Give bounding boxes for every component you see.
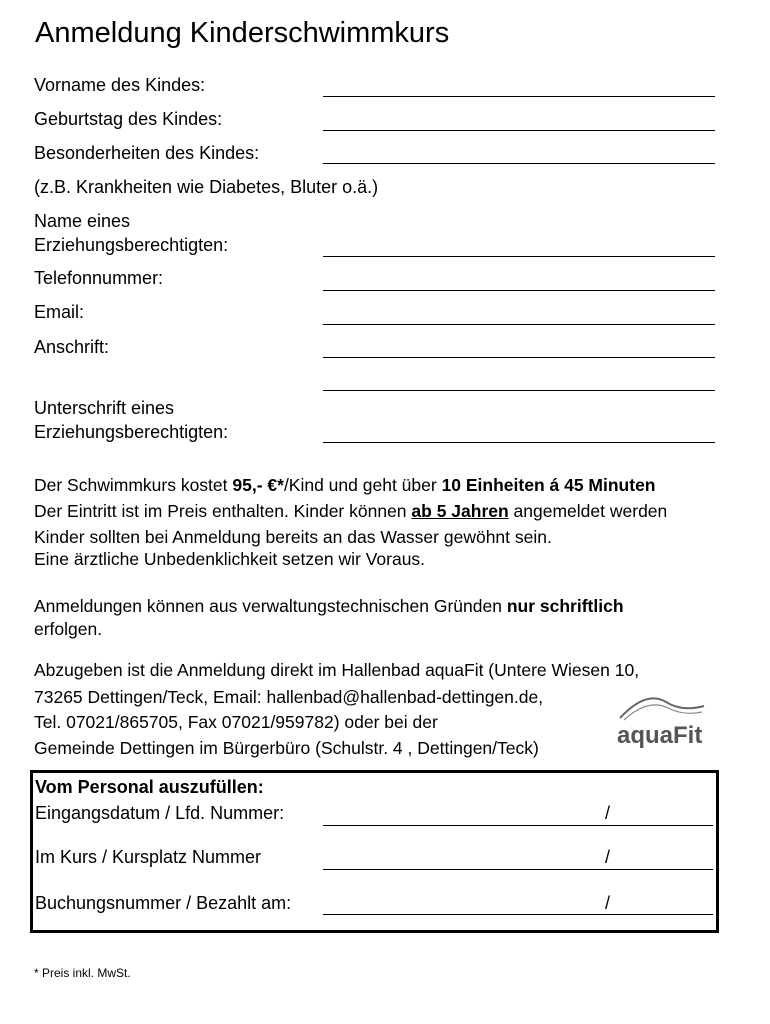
phone-field[interactable] [323,290,715,291]
email-label: Email: [34,302,85,322]
staff-course-label: Im Kurs / Kursplatz Nummer [35,847,262,867]
staff-slash-2: / [605,847,611,867]
address-field-line1[interactable] [323,357,715,358]
signature-field[interactable] [323,442,715,443]
staff-slash-3: / [605,893,611,913]
signature-label-line2: Erziehungsberechtigten: [34,422,229,442]
guardian-name-field[interactable] [323,256,715,257]
submit-info-line3: Tel. 07021/865705, Fax 07021/959782) oder bei der [34,712,438,732]
submit-info-line1: Abzugeben ist die Anmeldung direkt im Hallenbad aquaFit (Untere Wiesen 10, [34,660,640,680]
birthday-field[interactable] [323,130,715,131]
signature-label-line1: Unterschrift eines [34,398,175,418]
first-name-field[interactable] [323,96,715,97]
submit-info-line2: 73265 Dettingen/Teck, Email: hallenbad@hallenbad-dettingen.de, [34,687,544,707]
staff-heading: Vom Personal auszufüllen: [35,777,264,797]
info-price-line: Der Schwimmkurs kostet 95,- €*/Kind und geht über 10 Einheiten á 45 Minuten [34,475,656,495]
info-written-line: Anmeldungen können aus verwaltungstechnischen Gründen nur schriftlich [34,596,624,616]
info-written-line2: erfolgen. [34,619,103,639]
info-water-line: Kinder sollten bei Anmeldung bereits an das Wasser gewöhnt sein. [34,527,552,547]
submit-info-line4: Gemeinde Dettingen im Bürgerbüro (Schulstr. 4 , Dettingen/Teck) [34,738,539,758]
specifics-field[interactable] [323,163,715,164]
aquafit-logo-swoosh-icon [614,688,708,750]
address-field-line2[interactable] [323,390,715,391]
staff-booking-label: Buchungsnummer / Bezahlt am: [35,893,292,913]
phone-label: Telefonnummer: [34,268,164,288]
specifics-hint: (z.B. Krankheiten wie Diabetes, Bluter o.ä.) [34,177,379,197]
email-field[interactable] [323,324,715,325]
info-age-line: Der Eintritt ist im Preis enthalten. Kinder können ab 5 Jahren angemeldet werden [34,501,668,521]
price-footnote: * Preis inkl. MwSt. [34,966,131,980]
staff-section [30,770,719,933]
birthday-label: Geburtstag des Kindes: [34,109,223,129]
aquafit-logo-text: aquaFit [617,722,703,749]
guardian-name-label-line1: Name eines [34,211,131,231]
info-medical-line: Eine ärztliche Unbedenklichkeit setzen wir Voraus. [34,549,426,569]
aquafit-logo [614,688,708,750]
staff-course-field[interactable] [323,869,713,870]
guardian-name-label-line2: Erziehungsberechtigten: [34,235,229,255]
staff-slash-1: / [605,803,611,823]
staff-booking-field[interactable] [323,914,713,915]
staff-entry-date-field[interactable] [323,825,713,826]
first-name-label: Vorname des Kindes: [34,75,206,95]
page-title: Anmeldung Kinderschwimmkurs [35,17,450,49]
specifics-label: Besonderheiten des Kindes: [34,143,260,163]
staff-entry-date-label: Eingangsdatum / Lfd. Nummer: [35,803,285,823]
address-label: Anschrift: [34,337,110,357]
